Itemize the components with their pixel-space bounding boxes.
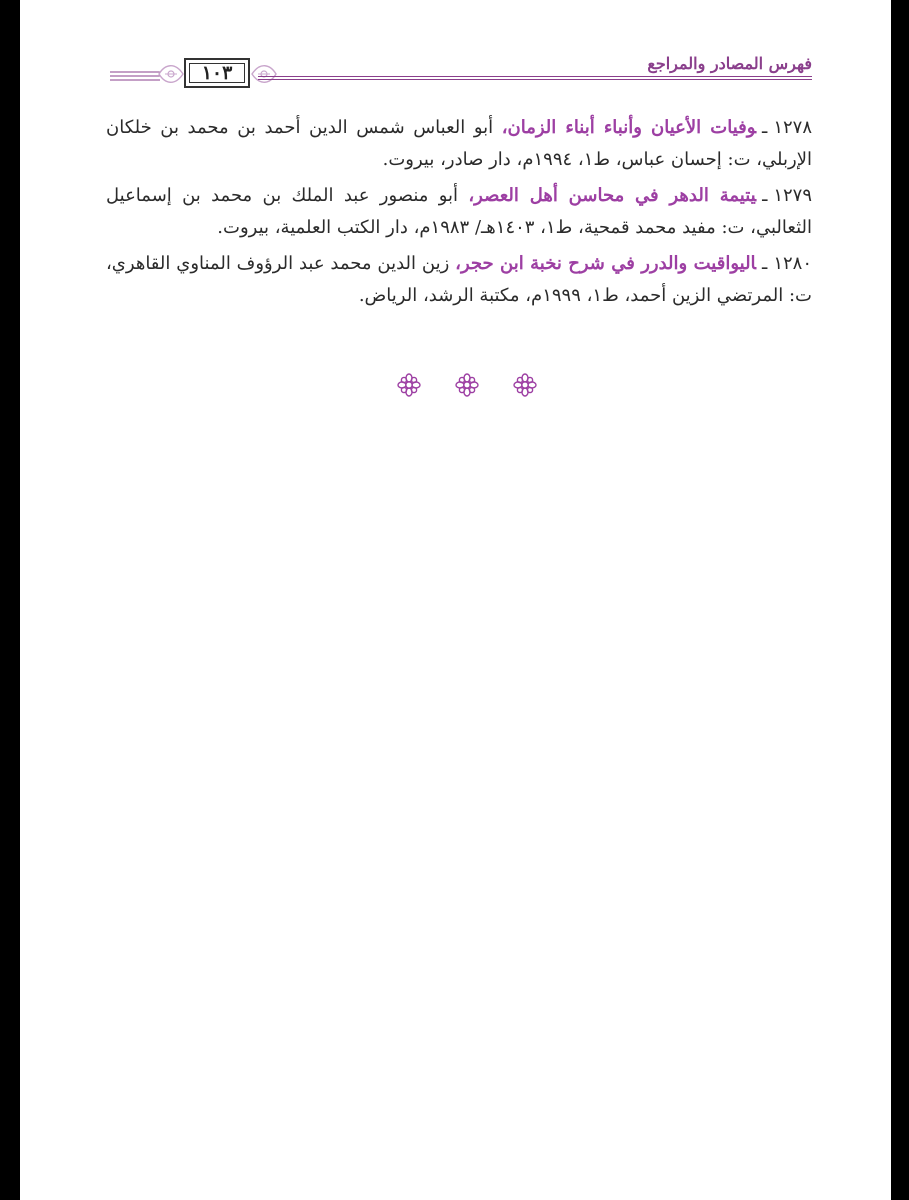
- entry-title: وفيات الأعيان وأنباء أبناء الزمان،: [501, 117, 757, 138]
- end-ornaments: [396, 372, 538, 400]
- flower-ornament-icon: [512, 372, 538, 398]
- left-scan-border: [0, 0, 20, 1200]
- entry-dash: ـ: [762, 185, 768, 206]
- header-rule: [258, 76, 812, 77]
- entry-number: ١٢٧٨: [773, 117, 812, 138]
- right-scan-border: [891, 0, 909, 1200]
- flower-ornament-icon: [454, 372, 480, 398]
- entry-dash: ـ: [762, 253, 768, 274]
- book-page: [20, 0, 891, 1200]
- header-ornament-right-icon: [250, 58, 278, 90]
- entry-number: ١٢٨٠: [773, 253, 812, 274]
- entry-text: أبو منصور عبد الملك بن محمد بن إسماعيل الثعالبي، ت: مفيد محمد قمحية، ط١، ١٤٠٣هـ/ ١٩٨٣م، دار الكتب العلمية، بيروت.: [106, 185, 812, 238]
- entry-number: ١٢٧٩: [773, 185, 813, 206]
- reference-entry: [106, 180, 812, 244]
- page-header: [110, 52, 812, 100]
- page-title: فهرس المصادر والمراجع: [647, 54, 812, 73]
- header-rule-secondary: [258, 79, 812, 80]
- page-number: ١٠٣: [201, 62, 233, 84]
- entry-dash: ـ: [762, 117, 768, 138]
- entry-text: زين الدين محمد عبد الرؤوف المناوي القاهري، ت: المرتضي الزين أحمد، ط١، ١٩٩٩م، مكتبة الرشد، الرياض.: [106, 253, 812, 306]
- entry-title: يتيمة الدهر في محاسن أهل العصر،: [468, 185, 757, 206]
- header-ornament-left-icon: [157, 58, 185, 90]
- entry-text: أبو العباس شمس الدين أحمد بن محمد بن خلكان الإربلي، ت: إحسان عباس، ط١، ١٩٩٤م، دار صادر، بيروت.: [106, 117, 812, 170]
- reference-entry: [106, 248, 812, 312]
- reference-entry: [106, 112, 812, 176]
- entry-title: اليواقيت والدرر في شرح نخبة ابن حجر،: [455, 253, 757, 274]
- header-left-rules: [110, 66, 160, 86]
- references-list: [106, 112, 812, 316]
- page-number-box: [184, 58, 250, 88]
- flower-ornament-icon: [396, 372, 422, 398]
